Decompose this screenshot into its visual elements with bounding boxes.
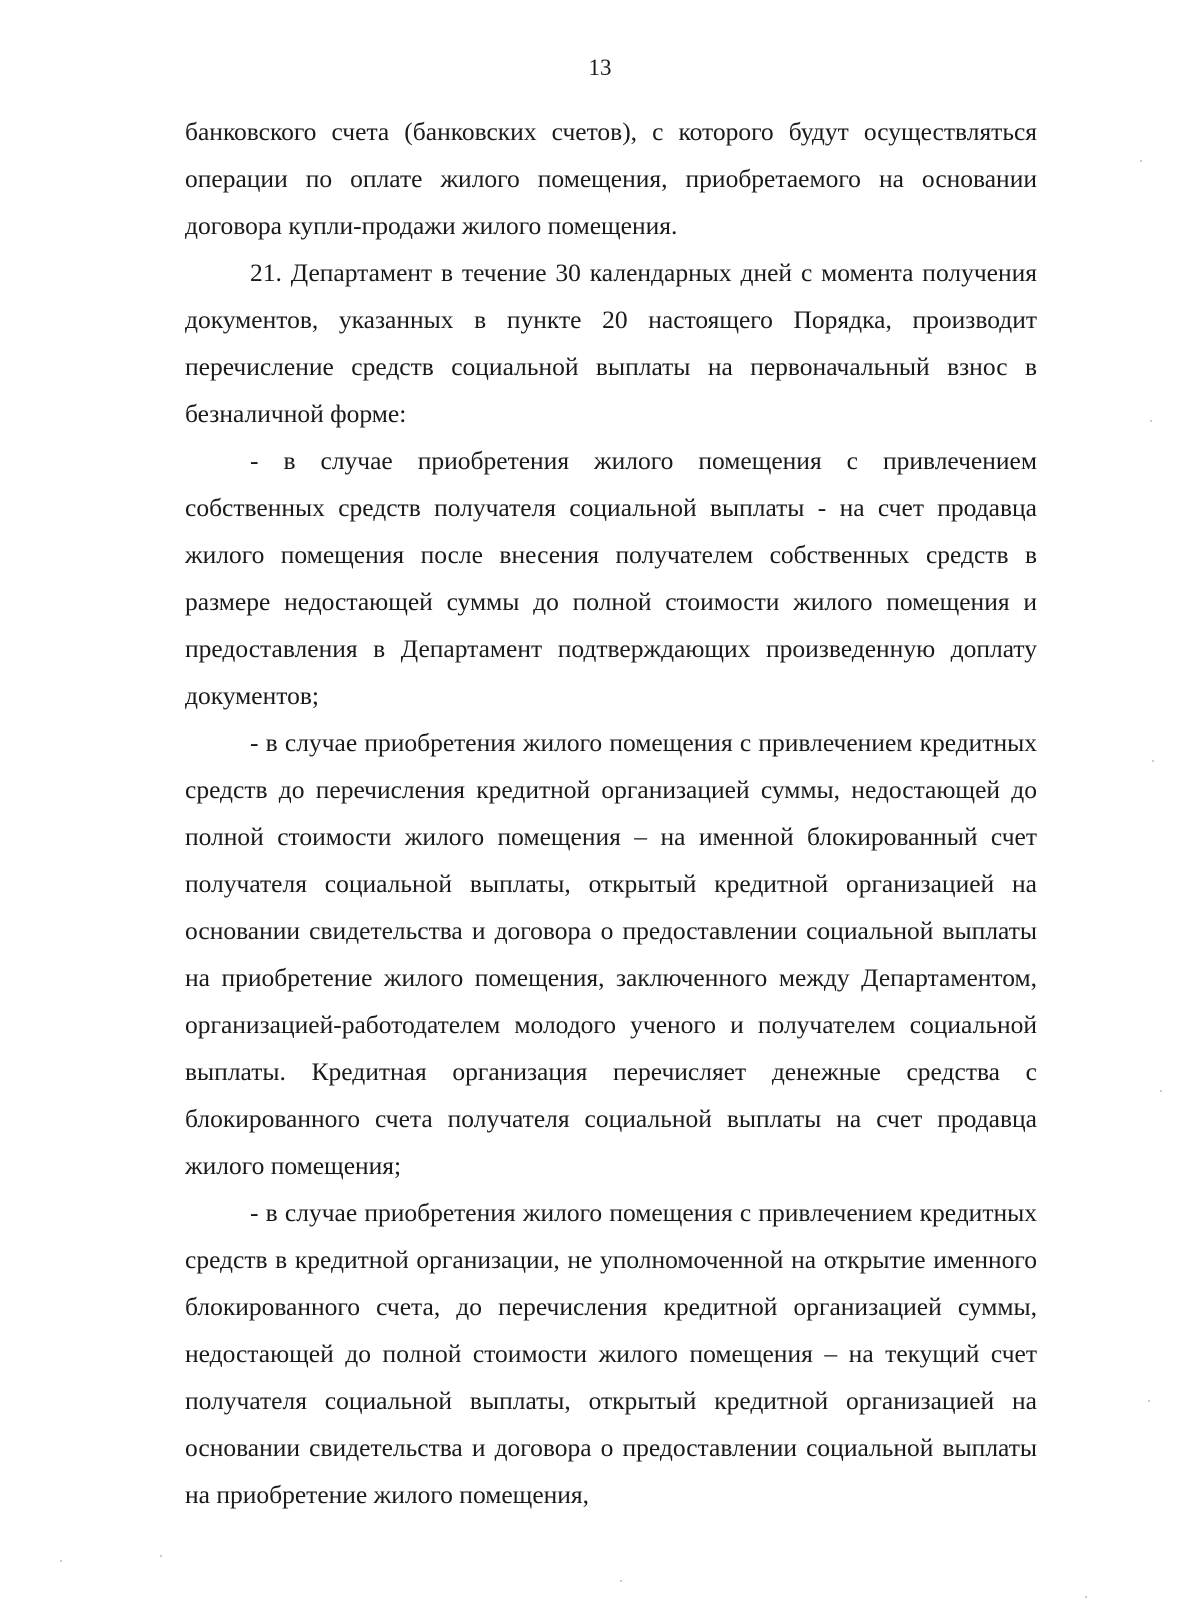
document-body [185,108,1037,1518]
paragraph-own-funds-case: - в случае приобретения жилого помещения с привлечением собственных средств получателя социальной выплаты - на счет продавца жилого помещения после внесения получателем собственных средств в размере недостающей суммы до полной стоимости жилого помещения и предоставления в Департамент подтверждающих произведенную доплату документов; [185,446,1037,710]
paragraph-item-21: 21. Департамент в течение 30 календарных дней с момента получения документов, указанных в пункте 20 настоящего Порядка, производит перечисление средств социальной выплаты на первоначальный взнос в безналичной форме: [185,258,1037,428]
paragraph-credit-funds-case: - в случае приобретения жилого помещения с привлечением кредитных средств до перечисления кредитной организацией суммы, недостающей до полной стоимости жилого помещения – на именной блокированный счет получателя социальной выплаты, открытый кредитной организацией на основании свидетельства и договора о предоставлении социальной выплаты на приобретение жилого помещения, заключенного между Департаментом, организацией-работодателем молодого ученого и получателем социальной выплаты. Кредитная организация перечисляет денежные средства с блокированного счета получателя социальной выплаты на счет продавца жилого помещения; [185,728,1037,1180]
scan-speck [1085,1596,1087,1598]
page-number: 13 [588,55,612,80]
paragraph-bank-account: банковского счета (банковских счетов), с которого будут осуществляться операции по оплате жилого помещения, приобретаемого на основании договора купли-продажи жилого помещения. [185,117,1037,240]
paragraph-unauthorized-credit-case: - в случае приобретения жилого помещения с привлечением кредитных средств в кредитной организации, не уполномоченной на открытие именного блокированного счета, до перечисления кредитной организацией суммы, недостающей до полной стоимости жилого помещения – на текущий счет получателя социальной выплаты, открытый кредитной организацией на основании свидетельства и договора о предоставлении социальной выплаты на приобретение жилого помещения, [185,1198,1037,1509]
scan-speck [60,1560,62,1562]
scan-speck [1140,160,1142,162]
scan-speck [1150,420,1152,422]
scan-speck [1160,1090,1162,1092]
scan-speck [1148,1400,1150,1402]
scan-speck [620,1580,622,1582]
scan-speck [1152,760,1154,762]
scan-speck [160,1555,162,1557]
